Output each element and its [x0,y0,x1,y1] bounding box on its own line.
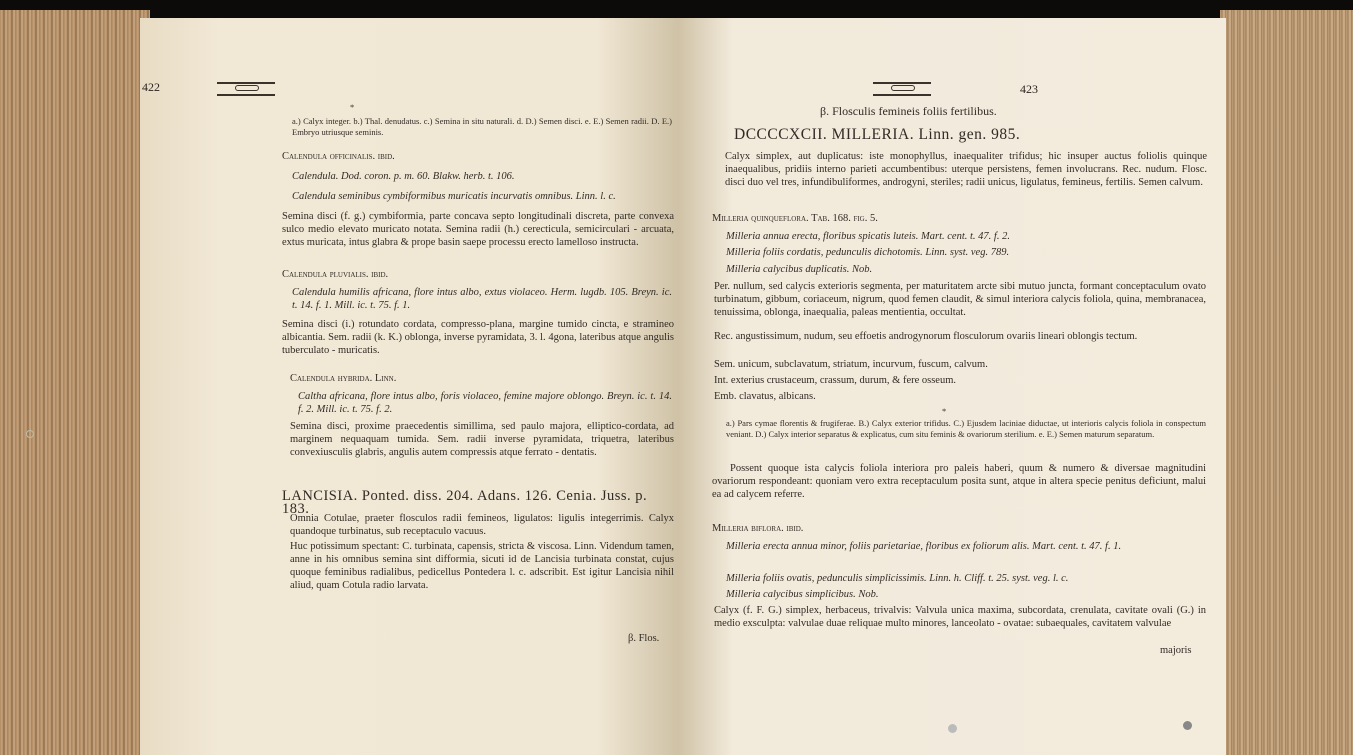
calyx-description: Calyx (f. F. G.) simplex, herbaceus, trivalvis: Valvula unica maxima, subcordata, crenulata, cavitate ovali (G.) in medio exsculpta: valvulae duae reliquae multo minores, lanceolato - ovatae: subaequales, cavitatem valvulae [714,605,1206,629]
species-heading: Milleria quinqueflora. Tab. 168. fig. 5. [712,213,878,224]
synonym: Milleria calycibus duplicatis. Nob. [726,264,873,275]
binding-hole-icon [26,430,34,438]
figure-legend: a.) Calyx integer. b.) Thal. denudatus. c.) Semina in situ naturali. d. D.) Semen disci. e. E.) Semen radii. D. E.) Embryo utriusque seminis. [292,116,672,137]
book-fore-edge-left [0,10,150,755]
genus-description: Calyx simplex, aut duplicatus: iste monophyllus, inaequaliter trifidus; hic insuper auctus foliolis quinque inaequalibus, pridiis interno parieti accumbentibus: uterque persistens, femen involucrans. Rec. nudum. Flosc. disci duo vel tres, infundibuliformes, androgyni, steriles; radii unicus, ligulatus, femineus, fertilis. Semen calvum. [725,151,1207,188]
species-heading: Calendula pluvialis. ibid. [282,269,389,280]
figure-legend: a.) Pars cymae florentis & frugiferae. B.) Calyx exterior trifidus. C.) Ejusdem laciniae diductae, ut interioris calycis foliola in conspectum veniant. D.) Calyx interior separatus & explicatus, cum situ feminis & ovariorum sterilium. e. E.) Semen maturum separatum. [726,418,1206,439]
genus-note: Huc potissimum spectant: C. turbinata, capensis, stricta & viscosa. Linn. Videndum tamen, anne in his omnibus semina sint difformia, sicuti id de Lancisia turbinata constat, cujus quoque feminibus radialibus, pedicellus Pontedera l. c. adscribit. Est igitur Lancisia nihil aliud, quam Cotula radio larvata. [290,541,674,591]
synonym: Calendula humilis africana, flore intus albo, extus violaceo. Herm. lugdb. 105. Breyn. ic. t. 14. f. 1. Mill. ic. t. 75. f. 1. [292,287,672,311]
species-description: Semina disci (i.) rotundato cordata, compresso-plana, margine tumido cincta, e stramineo albicantia. Sem. radii (k. K.) oblonga, inverse pyramidata, 3. l. 4gona, lateribus atque angulis tuberculato - muricatis. [282,319,674,356]
legend-star: * [942,406,947,416]
right-page-number: 423 [1020,82,1038,96]
legend-star: * [350,102,355,112]
section-subheading: β. Flosculis femineis foliis fertilibus. [820,104,997,118]
species-description: Semina disci, proxime praecedentis simillima, sed paulo majora, elliptico-cordata, ad marginem nequaquam tumida. Sem. radii inverse pyramidata, triquetra, lateribus convexiusculis glabris, angulis autem compressis atque ferrato - dentatis. [290,421,674,458]
book-fore-edge-right [1220,10,1353,755]
synonym: Calendula. Dod. coron. p. m. 60. Blakw. herb. t. 106. [292,171,515,182]
synonym: Milleria annua erecta, floribus spicatis luteis. Mart. cent. t. 47. f. 2. [726,231,1010,242]
synonym: Milleria erecta annua minor, foliis parietariae, floribus ex foliorum alis. Mart. cent. t. 47. f. 1. [726,541,1122,552]
ink-spot-icon [1183,721,1192,730]
synonym: Caltha africana, flore intus albo, foris violaceo, femine majore oblongo. Breyn. ic. t. 14. f. 2. Mill. ic. t. 75. f. 2. [298,391,672,415]
species-description: Semina disci (f. g.) cymbiformia, parte concava septo longitudinali discreta, parte convexa sulco medio elevato muricato notata. Semina radii (h.) cerecticula, semicirculari - arcuata, extus muricata, intus glabra & prope basin saepe processu erecto lamelloso instructa. [282,211,674,248]
header-ornament-icon [873,82,931,96]
species-note: Possent quoque ista calycis foliola interiora pro paleis haberi, quum & numero & diversae magnitudini ovariorum respondeant: quoniam vero extra receptaculum posita sunt, atque in altera specie penitus deficiunt, malui ea ad calycem referre. [712,463,1206,500]
synonym: Calendula seminibus cymbiformibus muricatis incurvatis omnibus. Linn. l. c. [292,191,616,202]
integument-description: Int. exterius crustaceum, crassum, durum, & fere osseum. [714,375,957,386]
left-page-number: 422 [142,80,160,94]
seed-description: Sem. unicum, subclavatum, striatum, incurvum, fuscum, calvum. [714,359,988,370]
species-heading: Milleria biflora. ibid. [712,523,804,534]
pericarp-description: Per. nullum, sed calycis exterioris segmenta, per maturitatem arcte sibi mutuo juncta, formant conceptaculum ovato turbinatum, gibbum, coriaceum, nigrum, quod femen claudit, & simul interiora calycis foliola, quina, membranacea, tenuissima, oblonga, inaequalia, paleas mentientia, occultat. [714,281,1206,318]
synonym: Milleria foliis ovatis, pedunculis simplicissimis. Linn. h. Cliff. t. 25. syst. veg. l. c. [726,573,1069,584]
genus-description: Omnia Cotulae, praeter flosculos radii femineos, ligulatos: ligulis integerrimis. Calyx quandoque turbinatus, sub receptaculo vacuus. [290,513,674,537]
header-ornament-icon [217,82,275,96]
synonym: Milleria foliis cordatis, pedunculis dichotomis. Linn. syst. veg. 789. [726,247,1010,258]
catchword: β. Flos. [628,633,660,644]
receptacle-description: Rec. angustissimum, nudum, seu effoetis androgynorum flosculorum ovariis lineari oblongis tectum. [714,331,1138,342]
catchword: majoris [1160,645,1192,656]
synonym: Milleria calycibus simplicibus. Nob. [726,589,879,600]
species-heading: Calendula hybrida. Linn. [290,373,397,384]
embryo-description: Emb. clavatus, albicans. [714,391,816,402]
genus-heading: DCCCCXCII. MILLERIA. Linn. gen. 985. [734,126,1021,143]
ink-spot-icon [948,724,957,733]
genus-heading: LANCISIA. Ponted. diss. 204. Adans. 126. Cenia. Juss. p. 183. [282,488,648,517]
species-heading: Calendula officinalis. ibid. [282,151,395,162]
